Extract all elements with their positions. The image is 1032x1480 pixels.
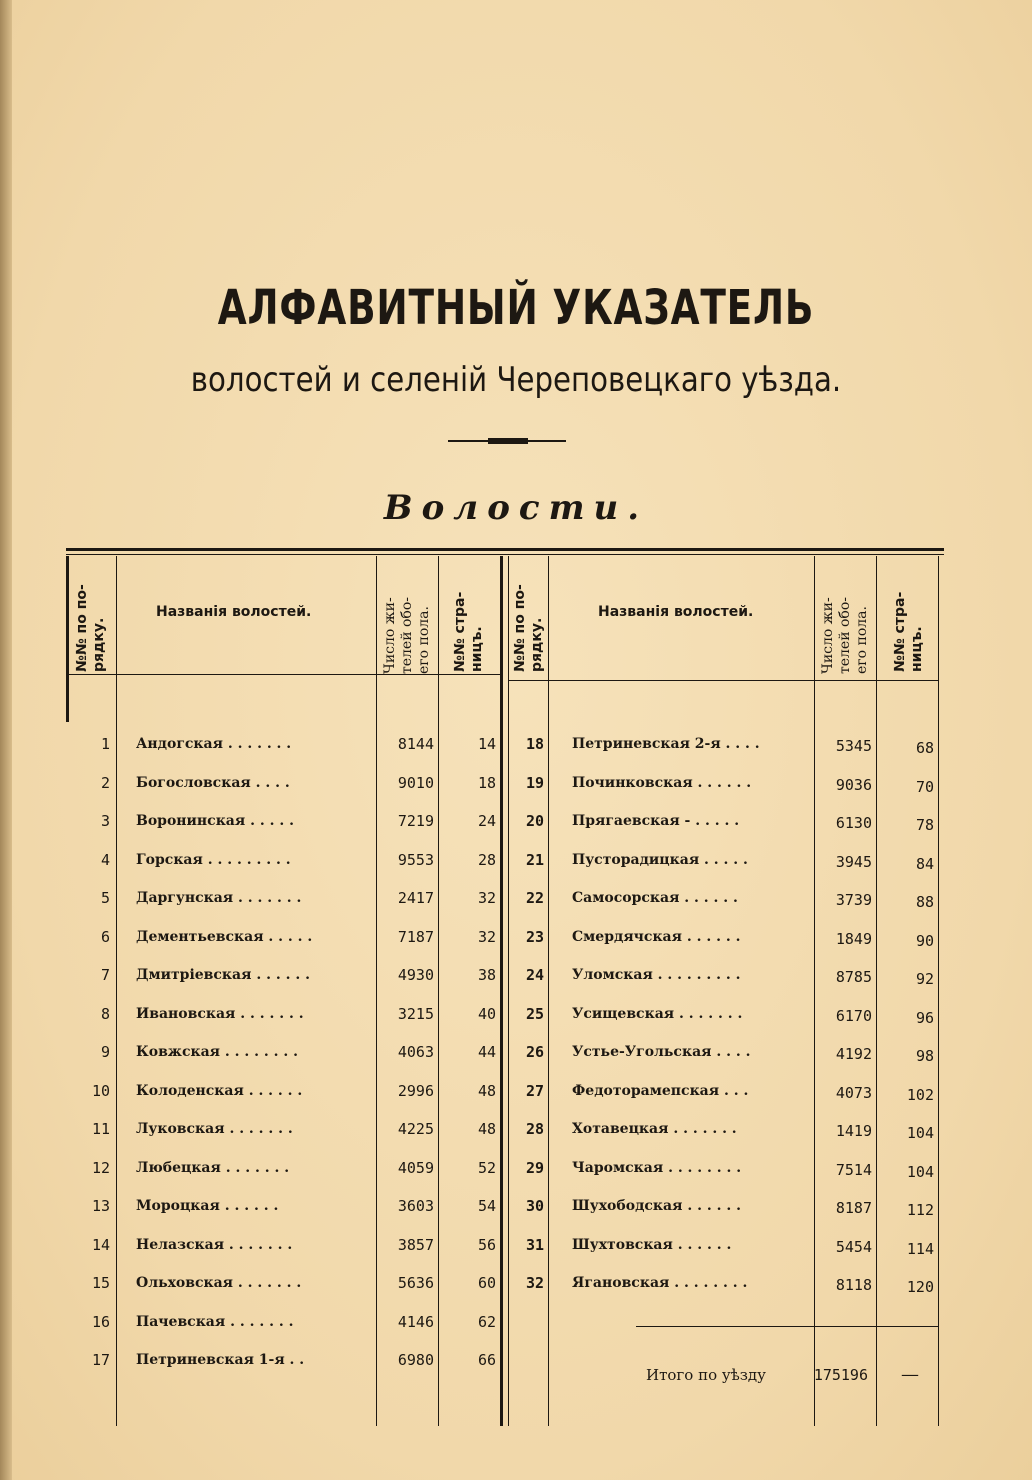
population-value: 5454 xyxy=(835,1238,872,1256)
volost-name: Любецкая . . . . . . . xyxy=(136,1160,290,1176)
volost-name: Пачевская . . . . . . . xyxy=(136,1314,294,1330)
row-number: 20 xyxy=(525,812,544,830)
population-value: 3857 xyxy=(397,1236,434,1254)
page-number: 62 xyxy=(477,1313,496,1331)
volost-name: Уломская . . . . . . . . . xyxy=(572,967,741,983)
page-number: 14 xyxy=(477,735,496,753)
volost-name: Богословская . . . . xyxy=(136,775,290,791)
row-number: 22 xyxy=(525,889,544,907)
page-number: 112 xyxy=(906,1201,934,1219)
page-number: 96 xyxy=(915,1009,934,1027)
row-number: 19 xyxy=(525,774,544,792)
volost-name: Нелазская . . . . . . . xyxy=(136,1237,293,1253)
population-value: 4192 xyxy=(835,1045,872,1063)
page-number: 44 xyxy=(477,1043,496,1061)
page-number: 66 xyxy=(477,1351,496,1369)
col-divider xyxy=(376,556,377,1426)
page-number: 84 xyxy=(915,855,934,873)
page-number: 70 xyxy=(915,778,934,796)
page-number: 102 xyxy=(906,1086,934,1104)
population-value: 8187 xyxy=(835,1199,872,1217)
page-title: АЛФАВИТНЫЙ УКАЗАТЕЛЬ xyxy=(217,280,815,336)
total-rule xyxy=(636,1326,938,1327)
population-value: 3603 xyxy=(397,1197,434,1215)
page-number: 68 xyxy=(915,739,934,757)
volost-name: Петриневская 1-я . . xyxy=(136,1352,305,1368)
col-divider xyxy=(438,556,439,1426)
row-number: 10 xyxy=(91,1082,110,1100)
volost-name: Дмитріевская . . . . . . xyxy=(136,967,310,983)
volost-name: Луковская . . . . . . . xyxy=(136,1121,293,1137)
row-number: 2 xyxy=(100,774,110,792)
section-heading: Волости. xyxy=(383,488,649,528)
col-divider xyxy=(508,556,509,1426)
volost-name: Усищевская . . . . . . . xyxy=(572,1006,743,1022)
header-rule xyxy=(66,674,500,675)
volost-name: Ягановская . . . . . . . . xyxy=(572,1275,748,1291)
row-number: 15 xyxy=(91,1274,110,1292)
page-number: 24 xyxy=(477,812,496,830)
page-number: 48 xyxy=(477,1120,496,1138)
population-value: 2417 xyxy=(397,889,434,907)
page-subtitle: волостей и селеній Череповецкаго уѣзда. xyxy=(190,360,842,400)
row-number: 24 xyxy=(525,966,544,984)
population-value: 4073 xyxy=(835,1084,872,1102)
population-value: 8144 xyxy=(397,735,434,753)
page-number: 114 xyxy=(906,1240,934,1258)
row-number: 23 xyxy=(525,928,544,946)
col-divider xyxy=(116,556,117,1426)
row-number: 3 xyxy=(100,812,110,830)
page-number: 120 xyxy=(906,1278,934,1296)
table-border-left xyxy=(66,556,69,722)
volost-name: Воронинская . . . . . xyxy=(136,813,294,829)
page-number: 104 xyxy=(906,1163,934,1181)
row-number: 26 xyxy=(525,1043,544,1061)
total-label: Итого по уѣзду xyxy=(646,1366,766,1384)
row-number: 1 xyxy=(100,735,110,753)
population-value: 4063 xyxy=(397,1043,434,1061)
volost-name: Устье-Угольская . . . . xyxy=(572,1044,751,1060)
population-value: 9036 xyxy=(835,776,872,794)
volost-name: Мороцкая . . . . . . xyxy=(136,1198,279,1214)
population-value: 7514 xyxy=(835,1161,872,1179)
page-number: 48 xyxy=(477,1082,496,1100)
population-value: 8118 xyxy=(835,1276,872,1294)
page-number: 90 xyxy=(915,932,934,950)
header-rule xyxy=(508,680,938,681)
page-number: 32 xyxy=(477,889,496,907)
row-number: 4 xyxy=(100,851,110,869)
row-number: 18 xyxy=(525,735,544,753)
page-number: 98 xyxy=(915,1047,934,1065)
population-value: 1419 xyxy=(835,1122,872,1140)
volost-name: Починковская . . . . . . xyxy=(572,775,752,791)
volost-name: Прягаевская - . . . . . xyxy=(572,813,740,829)
row-number: 13 xyxy=(91,1197,110,1215)
population-value: 9553 xyxy=(397,851,434,869)
population-value: 3945 xyxy=(835,853,872,871)
row-number: 6 xyxy=(100,928,110,946)
population-value: 4146 xyxy=(397,1313,434,1331)
page-number: 18 xyxy=(477,774,496,792)
col-divider xyxy=(814,556,815,1426)
row-number: 16 xyxy=(91,1313,110,1331)
header-name: Названія волостей. xyxy=(156,604,312,620)
row-number: 30 xyxy=(525,1197,544,1215)
header-name-right: Названія волостей. xyxy=(598,604,754,620)
population-value: 4930 xyxy=(397,966,434,984)
population-value: 7219 xyxy=(397,812,434,830)
row-number: 25 xyxy=(525,1005,544,1023)
volost-name: Даргунская . . . . . . . xyxy=(136,890,302,906)
population-value: 4225 xyxy=(397,1120,434,1138)
population-value: 6980 xyxy=(397,1351,434,1369)
title-divider-center xyxy=(488,438,528,444)
page-number: 60 xyxy=(477,1274,496,1292)
page-number: 56 xyxy=(477,1236,496,1254)
page-number: 32 xyxy=(477,928,496,946)
page-edge xyxy=(0,0,12,1480)
row-number: 5 xyxy=(100,889,110,907)
row-number: 11 xyxy=(91,1120,110,1138)
row-number: 17 xyxy=(91,1351,110,1369)
row-number: 12 xyxy=(91,1159,110,1177)
volost-name: Ивановская . . . . . . . xyxy=(136,1006,304,1022)
volost-name: Федоторамепская . . . xyxy=(572,1083,749,1099)
row-number: 29 xyxy=(525,1159,544,1177)
page-number: 54 xyxy=(477,1197,496,1215)
volost-name: Колоденская . . . . . . xyxy=(136,1083,303,1099)
row-number: 7 xyxy=(100,966,110,984)
volost-name: Самосорская . . . . . . xyxy=(572,890,738,906)
page-number: 52 xyxy=(477,1159,496,1177)
population-value: 8785 xyxy=(835,968,872,986)
page-number: 38 xyxy=(477,966,496,984)
row-number: 9 xyxy=(100,1043,110,1061)
population-value: 3215 xyxy=(397,1005,434,1023)
population-value: 6170 xyxy=(835,1007,872,1025)
population-value: 2996 xyxy=(397,1082,434,1100)
volost-name: Ольховская . . . . . . . xyxy=(136,1275,302,1291)
row-number: 31 xyxy=(525,1236,544,1254)
volost-name: Смердячская . . . . . . xyxy=(572,929,741,945)
population-value: 4059 xyxy=(397,1159,434,1177)
table-top-rule xyxy=(66,548,944,551)
population-value: 3739 xyxy=(835,891,872,909)
row-number: 32 xyxy=(525,1274,544,1292)
volost-name: Ковжская . . . . . . . . xyxy=(136,1044,298,1060)
page-number: 28 xyxy=(477,851,496,869)
page-number: 92 xyxy=(915,970,934,988)
volost-name: Шухтовская . . . . . . xyxy=(572,1237,732,1253)
volost-name: Пусторадицкая . . . . . xyxy=(572,852,748,868)
volost-name: Горская . . . . . . . . . xyxy=(136,852,291,868)
volost-name: Петриневская 2-я . . . . xyxy=(572,736,760,752)
row-number: 27 xyxy=(525,1082,544,1100)
volost-name: Андогская . . . . . . . xyxy=(136,736,292,752)
volost-name: Дементьевская . . . . . xyxy=(136,929,313,945)
table-center-divider xyxy=(500,556,503,1426)
total-page: — xyxy=(901,1364,919,1385)
table-top-rule-thin xyxy=(66,554,944,555)
table-border-right xyxy=(938,556,939,1426)
row-number: 14 xyxy=(91,1236,110,1254)
population-value: 7187 xyxy=(397,928,434,946)
population-value: 1849 xyxy=(835,930,872,948)
volost-name: Чаромская . . . . . . . . xyxy=(572,1160,742,1176)
row-number: 21 xyxy=(525,851,544,869)
volost-name: Шухободская . . . . . . xyxy=(572,1198,741,1214)
volost-name: Хотавецкая . . . . . . . xyxy=(572,1121,737,1137)
col-divider xyxy=(876,556,877,1426)
col-divider xyxy=(548,556,549,1426)
population-value: 5345 xyxy=(835,737,872,755)
page-number: 88 xyxy=(915,893,934,911)
page-number: 40 xyxy=(477,1005,496,1023)
page-number: 78 xyxy=(915,816,934,834)
page-number: 104 xyxy=(906,1124,934,1142)
row-number: 8 xyxy=(100,1005,110,1023)
population-value: 5636 xyxy=(397,1274,434,1292)
population-value: 6130 xyxy=(835,814,872,832)
total-population: 175196 xyxy=(813,1366,868,1384)
row-number: 28 xyxy=(525,1120,544,1138)
population-value: 9010 xyxy=(397,774,434,792)
